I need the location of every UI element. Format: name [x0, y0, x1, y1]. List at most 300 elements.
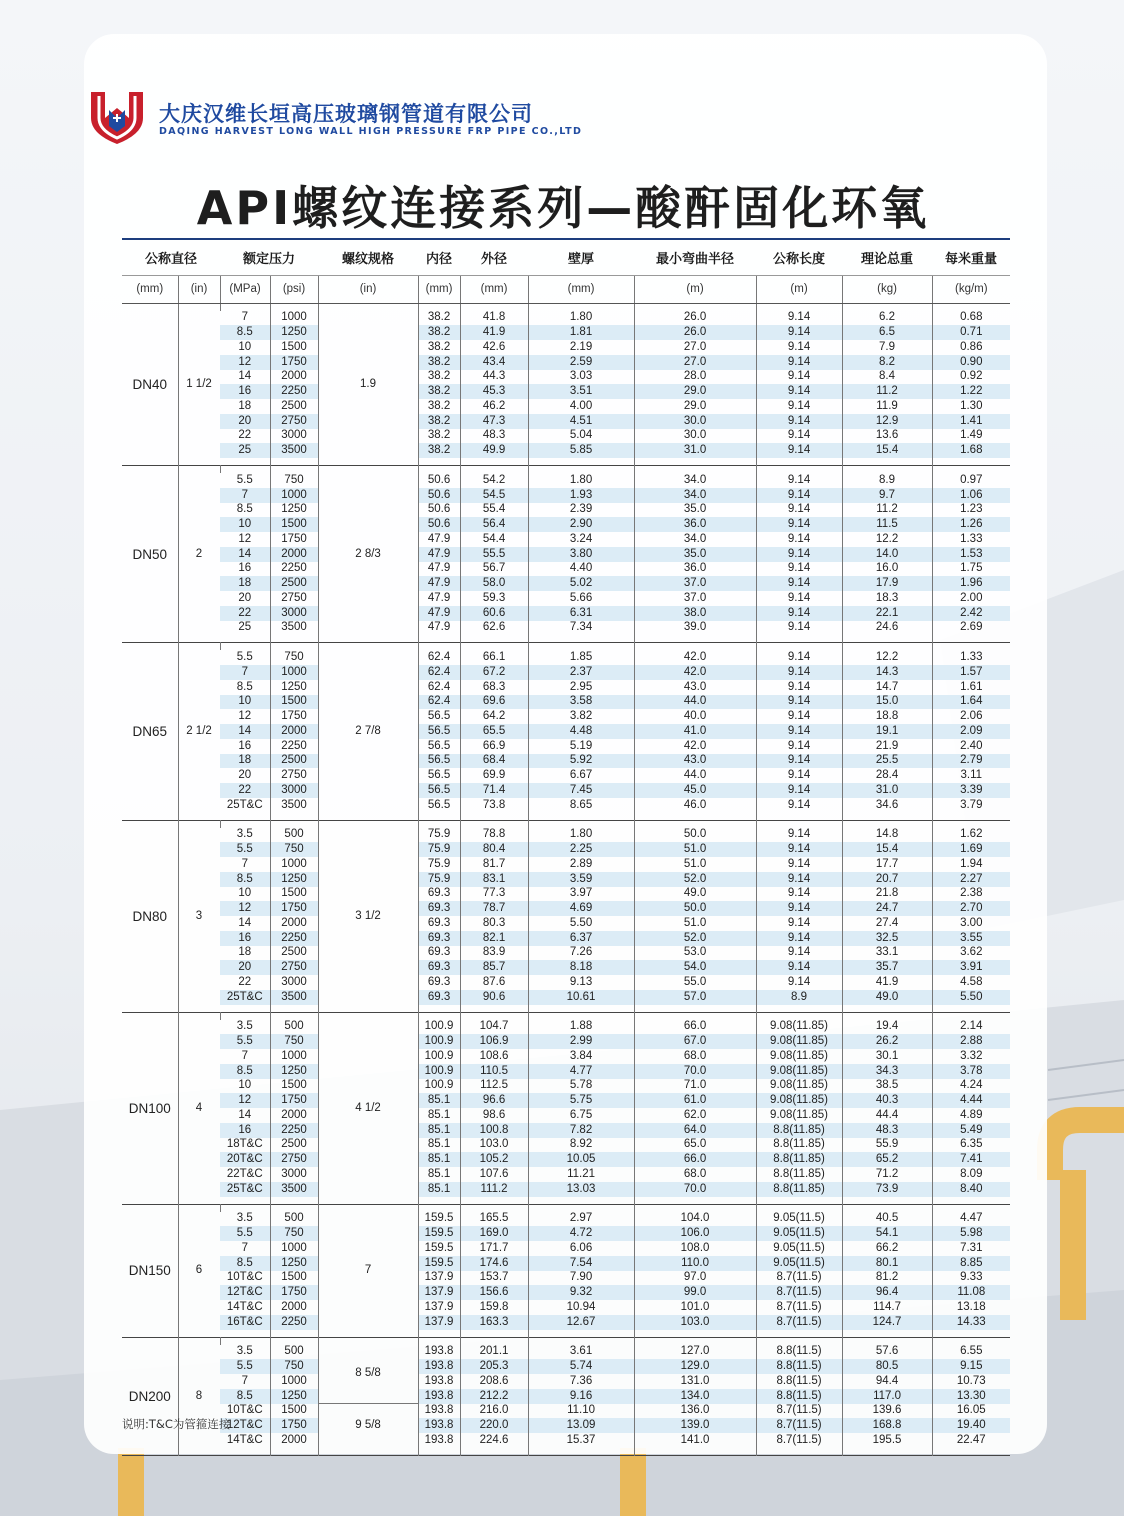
outer-diameter: 44.3	[460, 370, 528, 385]
nominal-length: 9.14	[756, 621, 842, 636]
total-weight: 21.8	[842, 887, 932, 902]
total-weight: 34.3	[842, 1064, 932, 1079]
pressure-psi: 2750	[270, 591, 318, 606]
nominal-length: 9.14	[756, 975, 842, 990]
outer-diameter: 163.3	[460, 1315, 528, 1330]
min-bend-radius: 134.0	[634, 1389, 756, 1404]
table-row	[122, 355, 1010, 370]
total-weight: 28.4	[842, 768, 932, 783]
wall-thickness: 7.34	[528, 621, 634, 636]
spacer-cell	[756, 813, 842, 821]
pressure-mpa: 12T&C	[220, 1285, 270, 1300]
unit-cell: (MPa)	[220, 275, 270, 303]
spacer-cell	[270, 1012, 318, 1020]
pressure-mpa: 8.5	[220, 1256, 270, 1271]
inner-diameter: 193.8	[418, 1389, 460, 1404]
nominal-length: 9.05(11.5)	[756, 1241, 842, 1256]
unit-cell: (in)	[318, 275, 418, 303]
min-bend-radius: 55.0	[634, 975, 756, 990]
wall-thickness: 8.65	[528, 798, 634, 813]
inch-size: 1 1/2	[178, 303, 220, 466]
outer-diameter: 47.3	[460, 414, 528, 429]
table-row	[122, 1049, 1010, 1064]
spacer-cell	[842, 820, 932, 828]
header-weight-per-meter: 每米重量	[932, 239, 1010, 275]
spacer-cell	[270, 1337, 318, 1345]
weight-per-meter: 2.40	[932, 739, 1010, 754]
weight-per-meter: 13.30	[932, 1389, 1010, 1404]
spacer-cell	[756, 820, 842, 828]
spacer-cell	[634, 1337, 756, 1345]
pressure-psi: 2250	[270, 931, 318, 946]
wall-thickness: 1.85	[528, 650, 634, 665]
outer-diameter: 46.2	[460, 399, 528, 414]
wall-thickness: 9.16	[528, 1389, 634, 1404]
wall-thickness: 1.80	[528, 828, 634, 843]
spacer-cell	[270, 1197, 318, 1205]
min-bend-radius: 50.0	[634, 828, 756, 843]
outer-diameter: 78.7	[460, 901, 528, 916]
outer-diameter: 105.2	[460, 1152, 528, 1167]
weight-per-meter: 3.79	[932, 798, 1010, 813]
weight-per-meter: 9.33	[932, 1271, 1010, 1286]
wall-thickness: 5.75	[528, 1093, 634, 1108]
spacer-cell	[634, 1012, 756, 1020]
hw-shield-logo-icon	[89, 88, 145, 144]
table-row	[122, 857, 1010, 872]
spacer-cell	[220, 635, 270, 643]
nominal-length: 9.14	[756, 783, 842, 798]
min-bend-radius: 37.0	[634, 591, 756, 606]
pressure-psi: 1750	[270, 709, 318, 724]
weight-per-meter: 3.32	[932, 1049, 1010, 1064]
wall-thickness: 1.80	[528, 311, 634, 326]
inner-diameter: 137.9	[418, 1285, 460, 1300]
pressure-psi: 1000	[270, 1241, 318, 1256]
unit-cell: (kg)	[842, 275, 932, 303]
outer-diameter: 220.0	[460, 1418, 528, 1433]
wall-thickness: 9.13	[528, 975, 634, 990]
min-bend-radius: 29.0	[634, 384, 756, 399]
min-bend-radius: 35.0	[634, 503, 756, 518]
inner-diameter: 56.5	[418, 709, 460, 724]
spacer-cell	[460, 303, 528, 311]
header-thread-spec: 螺纹规格	[318, 239, 418, 275]
nominal-length: 9.14	[756, 828, 842, 843]
pressure-psi: 2000	[270, 1108, 318, 1123]
wall-thickness: 4.72	[528, 1226, 634, 1241]
pressure-psi: 2750	[270, 1152, 318, 1167]
table-row	[122, 488, 1010, 503]
page-title: API螺纹连接系列—酸酐固化环氧	[196, 181, 930, 235]
weight-per-meter: 2.88	[932, 1034, 1010, 1049]
table-row	[122, 990, 1010, 1005]
spacer-cell	[528, 1204, 634, 1212]
outer-diameter: 80.3	[460, 916, 528, 931]
outer-diameter: 106.9	[460, 1034, 528, 1049]
thread-spec: 4 1/2	[318, 1012, 418, 1204]
spacer-cell	[418, 635, 460, 643]
outer-diameter: 208.6	[460, 1374, 528, 1389]
pressure-psi: 1500	[270, 1271, 318, 1286]
outer-diameter: 216.0	[460, 1404, 528, 1419]
pressure-psi: 2000	[270, 370, 318, 385]
total-weight: 16.0	[842, 562, 932, 577]
outer-diameter: 98.6	[460, 1108, 528, 1123]
nominal-length: 8.7(11.5)	[756, 1300, 842, 1315]
pressure-mpa: 20	[238, 591, 252, 604]
outer-diameter: 41.8	[460, 311, 528, 326]
spacer-cell	[220, 1448, 270, 1456]
spacer-cell	[932, 820, 1010, 828]
pressure-psi: 1500	[270, 1404, 318, 1419]
wall-thickness: 2.25	[528, 842, 634, 857]
inner-diameter: 193.8	[418, 1359, 460, 1374]
nominal-length: 9.05(11.5)	[756, 1256, 842, 1271]
table-row	[122, 724, 1010, 739]
pressure-mpa: 20T&C	[220, 1152, 270, 1167]
spacer-cell	[220, 1197, 270, 1205]
weight-per-meter: 1.53	[932, 547, 1010, 562]
pressure-mpa: 10T&C	[226, 1404, 263, 1417]
inner-diameter: 50.6	[418, 503, 460, 518]
inner-diameter: 56.5	[418, 798, 460, 813]
pressure-psi: 1250	[270, 503, 318, 518]
wall-thickness: 3.59	[528, 872, 634, 887]
wall-thickness: 3.84	[528, 1049, 634, 1064]
pressure-mpa: 7	[241, 1241, 248, 1254]
weight-per-meter: 3.55	[932, 931, 1010, 946]
weight-per-meter: 0.68	[932, 311, 1010, 326]
spacer-cell	[418, 813, 460, 821]
weight-per-meter: 2.79	[932, 754, 1010, 769]
thread-spec: 2 7/8	[318, 643, 418, 820]
table-row	[122, 946, 1010, 961]
nominal-length: 8.7(11.5)	[756, 1315, 842, 1330]
outer-diameter: 73.8	[460, 798, 528, 813]
pressure-psi: 2000	[270, 916, 318, 931]
spacer-cell	[842, 1005, 932, 1013]
outer-diameter: 48.3	[460, 429, 528, 444]
spacer-cell	[756, 1012, 842, 1020]
table-row	[122, 960, 1010, 975]
spacer-cell	[634, 1197, 756, 1205]
total-weight: 26.2	[842, 1034, 932, 1049]
spacer-cell	[932, 1448, 1010, 1456]
unit-cell: (mm)	[418, 275, 460, 303]
min-bend-radius: 67.0	[634, 1034, 756, 1049]
wall-thickness: 5.78	[528, 1079, 634, 1094]
wall-thickness: 4.51	[528, 414, 634, 429]
spacer-cell	[460, 1330, 528, 1338]
outer-diameter: 108.6	[460, 1049, 528, 1064]
pressure-psi: 3000	[270, 429, 318, 444]
pressure-mpa: 20	[238, 769, 252, 782]
spacer-cell	[418, 1330, 460, 1338]
spacer-cell	[418, 1337, 460, 1345]
inner-diameter: 56.5	[418, 754, 460, 769]
outer-diameter: 59.3	[460, 591, 528, 606]
outer-diameter: 58.0	[460, 576, 528, 591]
total-weight: 19.4	[842, 1020, 932, 1035]
min-bend-radius: 34.0	[634, 473, 756, 488]
wall-thickness: 4.69	[528, 901, 634, 916]
pressure-mpa: 12	[238, 710, 252, 723]
outer-diameter: 107.6	[460, 1167, 528, 1182]
min-bend-radius: 28.0	[634, 370, 756, 385]
pressure-psi: 1750	[270, 355, 318, 370]
outer-diameter: 90.6	[460, 990, 528, 1005]
total-weight: 27.4	[842, 916, 932, 931]
inner-diameter: 69.3	[418, 887, 460, 902]
table-row	[122, 1389, 1010, 1404]
weight-per-meter: 2.09	[932, 724, 1010, 739]
spacer-cell	[756, 466, 842, 474]
nominal-length: 9.14	[756, 473, 842, 488]
inner-diameter: 62.4	[418, 665, 460, 680]
nominal-length: 9.14	[756, 695, 842, 710]
weight-per-meter: 2.38	[932, 887, 1010, 902]
spacer-row	[122, 1337, 1010, 1345]
pressure-mpa: 14	[238, 1108, 252, 1121]
inner-diameter: 47.9	[418, 621, 460, 636]
thread-spec: 2 8/3	[318, 466, 418, 643]
nominal-length: 9.08(11.85)	[756, 1079, 842, 1094]
pressure-psi: 1000	[270, 311, 318, 326]
inner-diameter: 100.9	[418, 1020, 460, 1035]
wall-thickness: 4.00	[528, 399, 634, 414]
unit-cell: (in)	[178, 275, 220, 303]
outer-diameter: 201.1	[460, 1345, 528, 1360]
min-bend-radius: 104.0	[634, 1212, 756, 1227]
pressure-mpa: 8.5	[220, 1389, 270, 1404]
nominal-length: 9.14	[756, 503, 842, 518]
spacer-cell	[220, 303, 270, 311]
min-bend-radius: 45.0	[634, 783, 756, 798]
table-row	[122, 916, 1010, 931]
wall-thickness: 3.61	[528, 1345, 634, 1360]
spacer-cell	[460, 1337, 528, 1345]
thread-spec-alt: 9 5/8	[318, 1404, 418, 1448]
spacer-cell	[270, 820, 318, 828]
spacer-cell	[756, 643, 842, 651]
pressure-psi: 1500	[270, 1079, 318, 1094]
min-bend-radius: 108.0	[634, 1241, 756, 1256]
pressure-mpa: 7	[241, 311, 248, 324]
inner-diameter: 159.5	[418, 1256, 460, 1271]
total-weight: 139.6	[842, 1404, 932, 1419]
spacer-cell	[932, 635, 1010, 643]
nominal-length: 9.14	[756, 872, 842, 887]
spacer-cell	[460, 1204, 528, 1212]
weight-per-meter: 19.40	[932, 1418, 1010, 1433]
outer-diameter: 55.4	[460, 503, 528, 518]
nominal-length: 9.14	[756, 517, 842, 532]
nominal-length: 8.8(11.5)	[756, 1359, 842, 1374]
spacer-cell	[634, 813, 756, 821]
outer-diameter: 83.1	[460, 872, 528, 887]
wall-thickness: 5.02	[528, 576, 634, 591]
header-wall-thickness: 壁厚	[528, 239, 634, 275]
weight-per-meter: 10.73	[932, 1374, 1010, 1389]
total-weight: 33.1	[842, 946, 932, 961]
min-bend-radius: 68.0	[634, 1049, 756, 1064]
min-bend-radius: 53.0	[634, 946, 756, 961]
spacer-cell	[418, 1197, 460, 1205]
pressure-mpa: 8.5	[220, 1064, 270, 1079]
outer-diameter: 169.0	[460, 1226, 528, 1241]
spacer-cell	[932, 303, 1010, 311]
table-row	[122, 340, 1010, 355]
dn-group	[122, 1012, 1010, 1204]
pressure-mpa: 5.5	[220, 1034, 270, 1049]
pressure-mpa: 14	[238, 916, 252, 929]
unit-cell: (kg/m)	[932, 275, 1010, 303]
total-weight: 7.9	[842, 340, 932, 355]
wall-thickness: 8.18	[528, 960, 634, 975]
inner-diameter: 69.3	[418, 946, 460, 961]
pressure-psi: 3500	[270, 798, 318, 813]
pressure-mpa: 16T&C	[220, 1315, 270, 1330]
pressure-psi: 750	[270, 473, 318, 488]
total-weight: 12.9	[842, 414, 932, 429]
inner-diameter: 193.8	[418, 1404, 460, 1419]
nominal-length: 9.14	[756, 842, 842, 857]
wall-thickness: 3.51	[528, 384, 634, 399]
spacer-cell	[634, 1330, 756, 1338]
pressure-psi: 1750	[270, 1418, 318, 1433]
nominal-length: 9.14	[756, 650, 842, 665]
min-bend-radius: 30.0	[634, 429, 756, 444]
weight-per-meter: 1.26	[932, 517, 1010, 532]
min-bend-radius: 49.0	[634, 887, 756, 902]
pressure-psi: 2250	[270, 739, 318, 754]
outer-diameter: 112.5	[460, 1079, 528, 1094]
pressure-psi: 750	[270, 842, 318, 857]
pressure-psi: 500	[270, 1345, 318, 1360]
total-weight: 11.9	[842, 399, 932, 414]
inner-diameter: 62.4	[418, 695, 460, 710]
nominal-length: 9.14	[756, 370, 842, 385]
spacer-cell	[460, 466, 528, 474]
table-row	[122, 1167, 1010, 1182]
dn-size: DN50	[132, 546, 167, 562]
wall-thickness: 2.90	[528, 517, 634, 532]
pressure-psi: 3000	[270, 975, 318, 990]
nominal-length: 9.14	[756, 340, 842, 355]
wall-thickness: 1.81	[528, 325, 634, 340]
nominal-length: 8.9	[756, 990, 842, 1005]
table-row	[122, 325, 1010, 340]
inner-diameter: 75.9	[418, 872, 460, 887]
header-row	[122, 239, 1010, 275]
inner-diameter: 56.5	[418, 724, 460, 739]
total-weight: 8.2	[842, 355, 932, 370]
min-bend-radius: 30.0	[634, 414, 756, 429]
nominal-length: 9.14	[756, 355, 842, 370]
wall-thickness: 5.85	[528, 443, 634, 458]
total-weight: 65.2	[842, 1152, 932, 1167]
total-weight: 24.7	[842, 901, 932, 916]
pressure-mpa: 16	[238, 739, 252, 752]
table-row	[122, 1138, 1010, 1153]
pressure-mpa: 22	[220, 606, 270, 621]
total-weight: 14.3	[842, 665, 932, 680]
spacer-cell	[460, 1005, 528, 1013]
min-bend-radius: 27.0	[634, 340, 756, 355]
pressure-psi: 1750	[270, 901, 318, 916]
pressure-mpa: 25T&C	[220, 990, 270, 1005]
weight-per-meter: 2.27	[932, 872, 1010, 887]
min-bend-radius: 38.0	[634, 606, 756, 621]
table-row	[122, 650, 1010, 665]
min-bend-radius: 52.0	[634, 931, 756, 946]
spacer-row	[122, 813, 1010, 821]
table-row	[122, 665, 1010, 680]
nominal-length: 9.08(11.85)	[756, 1108, 842, 1123]
wall-thickness: 7.90	[528, 1271, 634, 1286]
nominal-length: 9.14	[756, 768, 842, 783]
outer-diameter: 156.6	[460, 1285, 528, 1300]
weight-per-meter: 3.39	[932, 783, 1010, 798]
outer-diameter: 96.6	[460, 1093, 528, 1108]
nominal-length: 9.08(11.85)	[756, 1093, 842, 1108]
outer-diameter: 54.5	[460, 488, 528, 503]
table-row	[122, 370, 1010, 385]
pressure-mpa: 12	[238, 532, 252, 545]
inner-diameter: 69.3	[418, 960, 460, 975]
table-row	[122, 1123, 1010, 1138]
pressure-psi: 1750	[270, 1093, 318, 1108]
thread-spec: 8 5/8	[318, 1345, 418, 1404]
spacer-cell	[932, 1204, 1010, 1212]
weight-per-meter: 0.71	[932, 325, 1010, 340]
nominal-length: 9.14	[756, 754, 842, 769]
weight-per-meter: 3.78	[932, 1064, 1010, 1079]
weight-per-meter: 2.00	[932, 591, 1010, 606]
weight-per-meter: 1.61	[932, 680, 1010, 695]
spacer-cell	[528, 466, 634, 474]
spacer-cell	[756, 635, 842, 643]
outer-diameter: 78.8	[460, 828, 528, 843]
inner-diameter: 69.3	[418, 901, 460, 916]
outer-diameter: 69.6	[460, 695, 528, 710]
total-weight: 17.9	[842, 576, 932, 591]
inner-diameter: 38.2	[418, 429, 460, 444]
outer-diameter: 62.6	[460, 621, 528, 636]
pressure-psi: 1250	[270, 872, 318, 887]
pressure-mpa: 3.5	[236, 828, 253, 841]
inner-diameter: 47.9	[418, 562, 460, 577]
table-row	[122, 1256, 1010, 1271]
weight-per-meter: 1.57	[932, 665, 1010, 680]
outer-diameter: 54.4	[460, 532, 528, 547]
table-row	[122, 1226, 1010, 1241]
company-name-en: DAQING HARVEST LONG WALL HIGH PRESSURE FRP PIPE CO.,LTD	[159, 126, 583, 137]
weight-per-meter: 16.05	[932, 1404, 1010, 1419]
unit-cell: (mm)	[528, 275, 634, 303]
pressure-mpa: 14	[220, 724, 270, 739]
outer-diameter: 60.6	[460, 606, 528, 621]
pressure-psi: 1000	[270, 1374, 318, 1389]
pressure-psi: 3500	[270, 990, 318, 1005]
table-row	[122, 1271, 1010, 1286]
pressure-mpa: 12	[220, 355, 270, 370]
inner-diameter: 159.5	[418, 1226, 460, 1241]
inner-diameter: 56.5	[418, 783, 460, 798]
spacer-cell	[528, 303, 634, 311]
pressure-psi: 2250	[270, 384, 318, 399]
